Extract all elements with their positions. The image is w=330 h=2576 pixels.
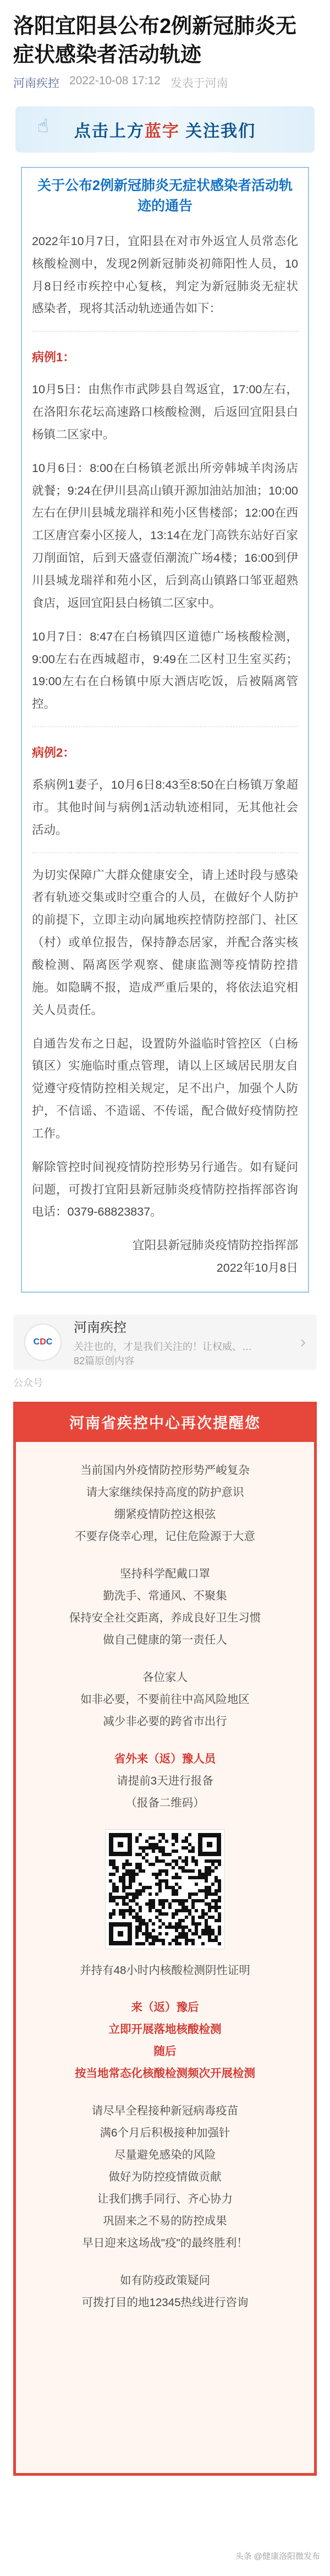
- report-heading: 省外来（返）豫人员: [114, 1752, 216, 1765]
- poster-block-hotline: 如有防疫政策疑问 可拨打目的地12345热线进行咨询: [81, 2274, 249, 2309]
- notice-call-to-report: 为切实保障广大群众健康安全，请上述时段与感染者有轨迹交集或时空重合的人员，在做好个人防护的前提下，立即主动向属地疾控情防控部门、社区（村）或单位报告，保持静态居家，并配合落实核酸检测、隔离医学观察、健康监测等疫情防控措施。如隐瞒不报，造成严重后果的，将依法追究相关人员责任。: [32, 868, 298, 1017]
- poster-block-report: 省外来（返）豫人员 请提前3天进行报备 （报备二维码）: [16, 1748, 314, 1814]
- notice-title: 关于公布2例新冠肺炎无症状感染者活动轨迹的通告: [37, 177, 293, 214]
- author-account-link[interactable]: 河南疾控: [13, 77, 59, 90]
- follow-banner[interactable]: [15, 106, 315, 153]
- publish-location: 发表于河南: [170, 77, 228, 90]
- notice-signature: [32, 1234, 298, 1279]
- poster-block-situation: 当前国内外疫情防控形势严峻复杂 请大家继续保持高度的防护意识 绷紧疫情防控这根弦 不要存侥幸心理，记住危险源于大意: [75, 1463, 255, 1543]
- case2-text: 系病例1妻子，10月6日8:43至8:50在白杨镇万象超市。其他时间与病例1活动轨迹相同，无其他社会活动。: [32, 778, 298, 837]
- account-info: [74, 1316, 288, 1368]
- report-qr-code[interactable]: [106, 1830, 224, 1949]
- case2-heading: 病例2：: [32, 746, 75, 760]
- case1-heading: 病例1：: [32, 350, 75, 365]
- platform-label: 公众号: [13, 1377, 43, 1389]
- follow-banner-text: 点击上方蓝字 关注我们: [74, 122, 256, 140]
- poster-block-habits: 坚持科学配戴口罩 勤洗手、常通风、不聚集 保持安全社交距离，养成良好卫生习惯 做自己健康的第一责任人: [69, 1567, 261, 1646]
- notice-intro: 2022年10月7日，宜阳县在对市外返宜人员常态化核酸检测中，发现2例新冠肺炎初筛阳性人员，10月8日经市疾控中心复核，判定为新冠肺炎无症状感染者，现将其活动轨迹通告如下：: [32, 234, 298, 316]
- publish-datetime: 2022-10-08 17:12: [69, 74, 161, 87]
- case1-day1: 10月5日：由焦作市武陟县自驾返宜，17:00左右，在洛阳东花坛高速路口核酸检测，后返回宜阳县白杨镇二区家中。: [32, 383, 298, 441]
- account-logo: C D C: [24, 1324, 62, 1361]
- divider: [32, 331, 298, 332]
- poster-block-travel: 各位家人 如非必要，不要前往中高风险地区 减少非必要的跨省市出行: [80, 1671, 250, 1728]
- divider: [32, 726, 298, 727]
- notice-box: [21, 167, 309, 1293]
- account-desc: 关注也的，才是我们关注的！让权威、…: [74, 1341, 252, 1353]
- chevron-right-icon: ›: [300, 1332, 306, 1351]
- qr-finder: [109, 1833, 132, 1856]
- article-title: 洛阳宜阳县公布2例新冠肺炎无症状感染者活动轨迹: [13, 15, 297, 67]
- reminder-poster: [13, 1402, 317, 2476]
- article-meta: [0, 70, 330, 100]
- case1-day3: 10月7日：8:47在白杨镇四区道德广场核酸检测，9:00左右在西城超市，9:49在二区村卫生室买药；19:00左右在白杨镇中原大酒店吃饭，后被隔离管控。: [32, 630, 298, 711]
- poster-block-arrival-testing: 来（返）豫后 立即开展落地核酸检测 随后 按当地常态化核酸检测频次开展检测: [75, 2001, 255, 2080]
- sign-org: 宜阳县新冠肺炎疫情防控指挥部: [132, 1239, 298, 1252]
- pointing-hand-icon: ☝: [37, 115, 49, 137]
- qr-finder: [198, 1833, 221, 1856]
- qr-area: [16, 1830, 314, 1949]
- notice-lift-time: 解除管控时间视疫情防控形势另行通告。如有疑问问题，可拨打宜阳县新冠肺炎疫情防控指挥部咨询电话：0379-68823837。: [32, 1160, 298, 1219]
- poster-block-negative-test: 并持有48小时内核酸检测阴性证明: [80, 1964, 250, 1977]
- notice-measures: 自通告发布之日起，设置防外溢临时管控区（白杨镇区）实施临时重点管理，请以上区域居民朋友自觉遵守疫情防控相关规定，足不出户，加强个人防护，不信谣、不造谣、不传谣，配合做好疫情防控工作。: [32, 1037, 298, 1140]
- account-name: 河南疾控: [74, 1320, 127, 1336]
- watermark: 头条 @健康洛阳微发布: [235, 2552, 320, 2561]
- account-article-count: 82篇原创内容: [74, 1355, 135, 1367]
- case1-day2: 10月6日：8:00在白杨镇老派出所旁韩城羊肉汤店就餐；9:24在伊川县高山镇开源加油站加油；10:00左右在伊川县城龙瑞祥和苑小区售楼部；12:00在西工区唐宫秦小区接人，13:14在龙门高铁东站好百家刀削面馆，后到天盛壹佰潮流广场4楼；16:00到伊川县城龙瑞祥和苑小区，后到高山镇路口邹亚超熟食店，返回宜阳县白杨镇二区家中。: [32, 461, 298, 610]
- account-card[interactable]: [13, 1315, 317, 1370]
- sign-date: 2022年10月8日: [216, 1261, 298, 1275]
- poster-block-vaccination: 请尽早全程接种新冠病毒疫苗 满6个月后积极接种加强针 尽量避免感染的风险 做好为防控疫情做贡献 让我们携手同行、齐心协力 巩固来之不易的防控成果 早日迎来这场战"疫"的最终胜利！: [82, 2105, 248, 2250]
- poster-header: 河南省疾控中心再次提醒您: [16, 1404, 314, 1442]
- qr-finder: [109, 1922, 132, 1945]
